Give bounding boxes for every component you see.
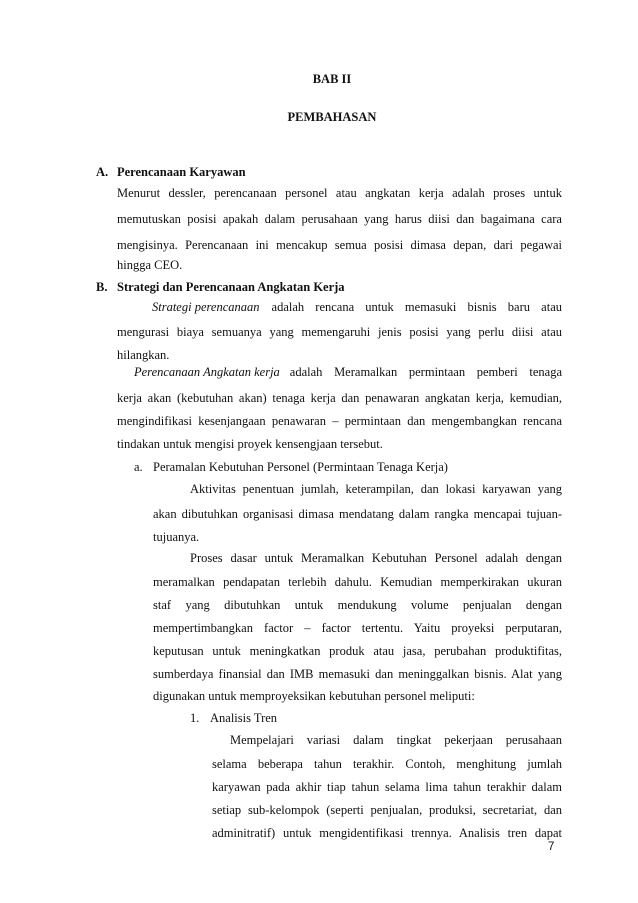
section-a-line: mengisinya. Perencanaan ini mencakup semua posisi dimasa depan, dari pegawai — [117, 238, 562, 252]
sub-a-marker: a. — [134, 460, 143, 474]
section-b-p1-line: mengurasi biaya semuanya yang memengaruhi jenis posisi yang perlu diisi atau — [117, 325, 562, 339]
chapter-title: PEMBAHASAN — [287, 110, 377, 124]
section-b-marker: B. — [96, 280, 108, 294]
item-1-marker: 1. — [190, 711, 200, 725]
section-b-p1-rest: adalah rencana untuk memasuki bisnis baru atau — [271, 300, 562, 314]
section-b-p2-first-line — [134, 365, 562, 380]
section-b-p2-rest: adalah Meramalkan permintaan pemberi tenaga — [289, 365, 562, 379]
term-perencanaan-angkatan-kerja: Perencanaan Angkatan kerja — [134, 365, 280, 379]
sub-a-p2-line: mempertimbangkan factor – factor tertentu. Yaitu proyeksi perputaran, — [153, 621, 562, 635]
section-a-line: Menurut dessler, perencanaan personel atau angkatan kerja adalah proses untuk — [117, 186, 562, 200]
section-b-p1-first-line — [152, 300, 562, 315]
section-a-line: memutuskan posisi apakah dalam perusahaan yang harus diisi dan bagaimana cara — [117, 212, 562, 226]
item-1-line: karyawan pada akhir tiap tahun selama lima tahun terakhir dalam — [212, 780, 562, 794]
item-1-line: adminitratif) untuk mengidentifikasi trennya. Analisis tren dapat — [212, 826, 562, 840]
term-strategi-perencanaan: Strategi perencanaan — [152, 300, 260, 314]
sub-a-p1-line: Aktivitas penentuan jumlah, keterampilan, dan lokasi karyawan yang — [190, 482, 562, 496]
section-a-heading: Perencanaan Karyawan — [117, 165, 246, 179]
sub-a-heading: Peramalan Kebutuhan Personel (Permintaan Tenaga Kerja) — [153, 460, 448, 474]
sub-a-p2-line: digunakan untuk memproyeksikan kebutuhan personel meliputi: — [153, 689, 475, 703]
page-number: 7 — [548, 841, 555, 853]
section-a-line: hingga CEO. — [117, 258, 183, 272]
item-1-heading: Analisis Tren — [210, 711, 278, 725]
sub-a-p1-line: akan dibutuhkan organisasi dimasa mendatang dalam rangka mencapai tujuan- — [153, 507, 562, 521]
item-1-line: selama beberapa tahun terakhir. Contoh, menghitung jumlah — [212, 757, 562, 771]
section-b-p2-line: kerja akan (kebutuhan akan) tenaga kerja dan penawaran angkatan kerja, kemudian, — [117, 391, 562, 405]
sub-a-p1-line: tujuanya. — [153, 530, 200, 544]
sub-a-p2-line: sumberdaya finansial dan IMB memasuki dan meninggalkan bisnis. Alat yang — [153, 667, 562, 681]
section-b-p2-line: tindakan untuk mengisi proyek kensengjaan tersebut. — [117, 437, 383, 451]
item-1-line: Mempelajari variasi dalam tingkat pekerjaan perusahaan — [230, 733, 562, 747]
sub-a-p2-line: keputusan untuk meningkatkan produk atau jasa, perubahan produktifitas, — [153, 644, 562, 658]
section-a-marker: A. — [96, 165, 109, 179]
chapter-label: BAB II — [312, 72, 352, 86]
sub-a-p2-line: staf yang dibutuhkan untuk mendukung volume penjualan dengan — [153, 598, 562, 612]
sub-a-p2-line: Proses dasar untuk Meramalkan Kebutuhan Personel adalah dengan — [190, 551, 562, 565]
item-1-line: setiap sub-kelompok (seperti penjualan, produksi, secretariat, dan — [212, 803, 562, 817]
section-b-p2-line: mengindifikasi kesenjangaan penawaran – permintaan dan mengembangkan rencana — [117, 414, 562, 428]
sub-a-p2-line: meramalkan pendapatan terlebih dahulu. Kemudian memperkirakan ukuran — [153, 575, 562, 589]
section-b-p1-line: hilangkan. — [117, 348, 170, 362]
section-b-heading: Strategi dan Perencanaan Angkatan Kerja — [117, 280, 345, 294]
